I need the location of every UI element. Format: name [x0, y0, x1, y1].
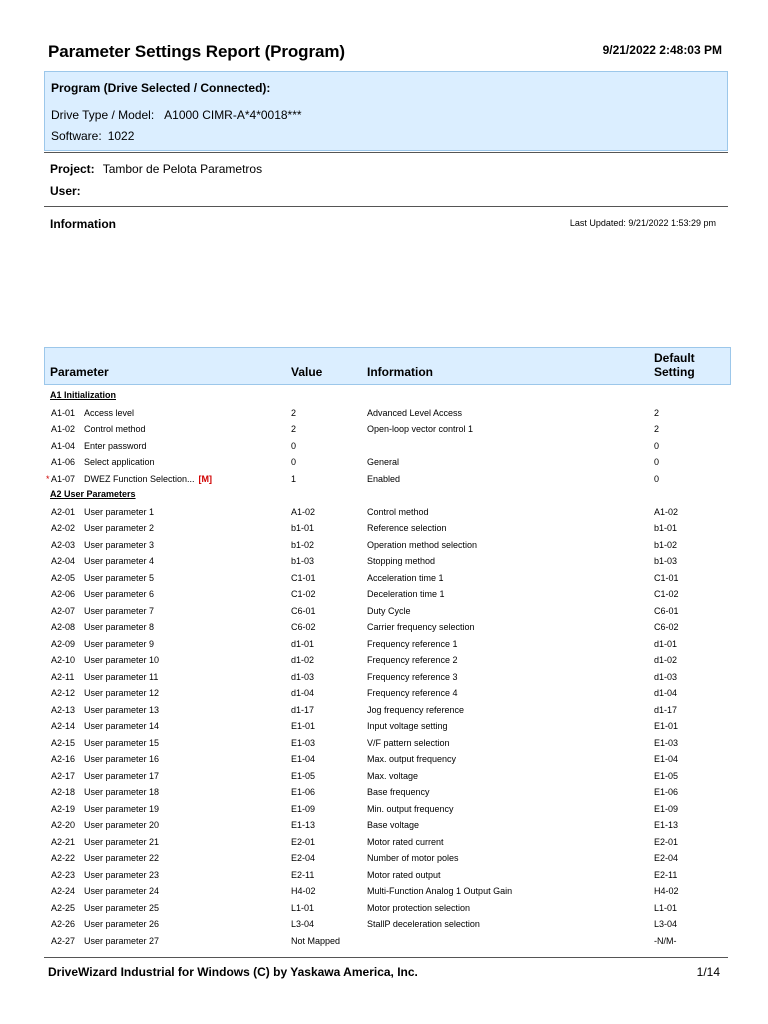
param-information: Base voltage [367, 820, 420, 830]
table-row [0, 787, 768, 803]
param-value: d1-01 [291, 638, 315, 649]
table-row [0, 936, 768, 952]
param-information: Max. output frequency [367, 754, 457, 764]
param-name: User parameter 8 [84, 622, 155, 632]
param-default: -N/M- [654, 935, 677, 946]
param-default: b1-02 [654, 539, 678, 550]
table-row [0, 441, 768, 457]
param-name: User parameter 17 [84, 770, 160, 781]
param-value: L1-01 [291, 902, 315, 913]
table-row [0, 738, 768, 754]
param-code: A2-11 [51, 671, 75, 682]
section-title: A2 User Parameters [50, 489, 136, 499]
param-default: 2 [654, 407, 660, 418]
param-information: Frequency reference 4 [367, 688, 458, 698]
software-label: Software: [51, 129, 102, 143]
param-name: User parameter 12 [84, 688, 160, 698]
table-row [0, 622, 768, 638]
param-code: A2-02 [51, 523, 76, 533]
section-title: A1 Initialization [50, 390, 117, 400]
param-value: E1-03 [291, 737, 316, 748]
page-number: 1/14 [696, 965, 720, 979]
table-row [0, 903, 768, 919]
header-information: Information [367, 365, 433, 379]
param-value: d1-04 [291, 688, 315, 698]
modified-marker: * [46, 473, 50, 484]
param-name: User parameter 22 [84, 853, 160, 863]
param-value: Not Mapped [291, 935, 341, 946]
param-information: Multi-Function Analog 1 Output Gain [367, 886, 513, 896]
param-name: Control method [84, 424, 146, 434]
param-default: H4-02 [654, 886, 679, 896]
parameter-table-header [44, 347, 731, 385]
param-code: A2-06 [51, 589, 76, 599]
param-code: A2-27 [51, 935, 76, 946]
param-information: StallP deceleration selection [367, 919, 480, 929]
param-information: Open-loop vector control 1 [367, 424, 474, 434]
param-default: E1-06 [654, 787, 679, 797]
table-row [0, 424, 768, 440]
param-value: b1-01 [291, 523, 315, 533]
param-code: A2-16 [51, 754, 76, 764]
param-information: Frequency reference 1 [367, 638, 458, 649]
param-default: A1-02 [654, 506, 679, 517]
param-value: A1-02 [291, 506, 316, 517]
param-name: Access level [84, 407, 135, 418]
param-value: 1 [291, 473, 297, 484]
divider [44, 206, 728, 207]
drive-type-value: A1000 CIMR-A*4*0018*** [164, 108, 302, 122]
table-row [0, 606, 768, 622]
param-code: A2-05 [51, 572, 76, 583]
table-row [0, 870, 768, 886]
param-code: A2-19 [51, 803, 76, 814]
param-information: Base frequency [367, 787, 430, 797]
param-information: Motor rated current [367, 836, 444, 847]
param-value: d1-02 [291, 655, 315, 665]
param-value: 0 [291, 457, 297, 467]
param-code: A2-03 [51, 539, 76, 550]
program-info-box [44, 71, 728, 151]
param-value: E1-13 [291, 820, 316, 830]
footer-divider [44, 957, 728, 958]
param-default: C6-02 [654, 622, 679, 632]
param-default: d1-04 [654, 688, 678, 698]
param-information: Deceleration time 1 [367, 589, 445, 599]
table-row [0, 556, 768, 572]
param-value: C1-02 [291, 589, 316, 599]
table-row [0, 507, 768, 523]
param-default: E1-03 [654, 737, 679, 748]
header-default-setting [654, 351, 695, 379]
param-default: 0 [654, 473, 660, 484]
param-default: d1-02 [654, 655, 678, 665]
param-name: User parameter 21 [84, 836, 160, 847]
table-row [0, 523, 768, 539]
param-name: User parameter 4 [84, 556, 155, 566]
param-information: V/F pattern selection [367, 737, 450, 748]
param-default: E2-11 [654, 869, 678, 880]
header-value: Value [291, 365, 323, 379]
param-name [84, 474, 212, 484]
param-name: User parameter 9 [84, 638, 155, 649]
param-value: C1-01 [291, 572, 316, 583]
param-name: User parameter 11 [84, 671, 159, 682]
param-name: Select application [84, 457, 155, 467]
param-value: E2-11 [291, 869, 315, 880]
table-row [0, 540, 768, 556]
param-default: E1-13 [654, 820, 679, 830]
param-name: User parameter 25 [84, 902, 160, 913]
param-name: User parameter 10 [84, 655, 160, 665]
param-name: User parameter 14 [84, 721, 160, 731]
param-name: User parameter 13 [84, 704, 160, 715]
param-name: User parameter 7 [84, 605, 155, 616]
param-value: E2-04 [291, 853, 316, 863]
param-information: Min. output frequency [367, 803, 454, 814]
param-information: Stopping method [367, 556, 436, 566]
param-information: Control method [367, 506, 429, 517]
table-row [0, 573, 768, 589]
param-value: E1-09 [291, 803, 316, 814]
param-default: 2 [654, 424, 660, 434]
param-value: E1-06 [291, 787, 316, 797]
table-row [0, 705, 768, 721]
param-value: d1-03 [291, 671, 315, 682]
report-title: Parameter Settings Report (Program) [48, 42, 345, 61]
param-default: E1-09 [654, 803, 679, 814]
param-default: 0 [654, 457, 660, 467]
param-information: Number of motor poles [367, 853, 459, 863]
param-code: A1-02 [51, 424, 76, 434]
param-name: User parameter 6 [84, 589, 155, 599]
param-default: d1-03 [654, 671, 678, 682]
param-name: User parameter 27 [84, 935, 160, 946]
information-heading: Information [50, 217, 116, 231]
param-value: E1-05 [291, 770, 316, 781]
param-value: E2-01 [291, 836, 316, 847]
param-default: L1-01 [654, 902, 678, 913]
param-code: A1-04 [51, 440, 76, 451]
param-default: L3-04 [654, 919, 678, 929]
header-default-line2: Setting [654, 365, 695, 379]
param-value: 2 [291, 407, 297, 418]
param-information: Max. voltage [367, 770, 419, 781]
param-default: E2-01 [654, 836, 679, 847]
param-information: Duty Cycle [367, 605, 411, 616]
table-row [0, 474, 768, 490]
param-code: A2-01 [51, 506, 76, 517]
table-row [0, 408, 768, 424]
table-row [0, 820, 768, 836]
param-value: H4-02 [291, 886, 316, 896]
param-default: 0 [654, 440, 660, 451]
param-information: Jog frequency reference [367, 704, 465, 715]
param-value: b1-02 [291, 539, 315, 550]
table-row [0, 754, 768, 770]
param-default: E1-05 [654, 770, 679, 781]
param-code: A2-13 [51, 704, 76, 715]
param-information: Carrier frequency selection [367, 622, 475, 632]
param-default: E1-01 [654, 721, 679, 731]
last-updated: Last Updated: 9/21/2022 1:53:29 pm [569, 218, 716, 228]
param-name: User parameter 20 [84, 820, 160, 830]
param-default: b1-01 [654, 523, 678, 533]
table-row [0, 886, 768, 902]
table-row [0, 457, 768, 473]
param-default: E2-04 [654, 853, 679, 863]
param-code: A2-07 [51, 605, 76, 616]
param-value: 2 [291, 424, 297, 434]
param-default: C1-01 [654, 572, 679, 583]
param-information: Acceleration time 1 [367, 572, 444, 583]
program-heading: Program (Drive Selected / Connected): [51, 81, 271, 95]
table-row [0, 837, 768, 853]
table-row [0, 672, 768, 688]
param-code: A2-18 [51, 787, 76, 797]
param-information: Reference selection [367, 523, 447, 533]
param-code: A2-24 [51, 886, 76, 896]
table-row [0, 589, 768, 605]
header-default-line1: Default [654, 351, 695, 365]
param-value: 0 [291, 440, 297, 451]
drive-type-row [51, 108, 302, 122]
param-code: A2-14 [51, 721, 76, 731]
param-default: E1-04 [654, 754, 679, 764]
table-row [0, 639, 768, 655]
param-name: User parameter 24 [84, 886, 160, 896]
param-code: A2-15 [51, 737, 76, 748]
param-information: Advanced Level Access [367, 407, 463, 418]
param-code: A2-09 [51, 638, 76, 649]
param-information: Frequency reference 3 [367, 671, 458, 682]
param-value: C6-01 [291, 605, 316, 616]
param-default: C6-01 [654, 605, 679, 616]
param-code: A2-26 [51, 919, 76, 929]
param-value: d1-17 [291, 704, 315, 715]
param-value: L3-04 [291, 919, 315, 929]
param-value: E1-04 [291, 754, 316, 764]
project-value: Tambor de Pelota Parametros [102, 162, 263, 176]
table-row [0, 853, 768, 869]
param-information: General [367, 457, 400, 467]
param-information: Input voltage setting [367, 721, 448, 731]
header-parameter: Parameter [50, 365, 109, 379]
param-code: A1-06 [51, 457, 76, 467]
modified-flag: [M] [198, 473, 213, 484]
param-name: User parameter 23 [84, 869, 160, 880]
param-default: C1-02 [654, 589, 679, 599]
param-name: User parameter 26 [84, 919, 160, 929]
software-value: 1022 [107, 129, 135, 143]
param-code: A2-25 [51, 902, 76, 913]
param-information: Frequency reference 2 [367, 655, 458, 665]
param-code: A2-08 [51, 622, 76, 632]
param-code: A2-10 [51, 655, 76, 665]
table-row [0, 655, 768, 671]
param-name: User parameter 16 [84, 754, 160, 764]
param-code: A1-01 [51, 407, 76, 418]
param-name: User parameter 1 [84, 506, 155, 517]
table-row [0, 688, 768, 704]
param-code: A2-23 [51, 869, 76, 880]
param-name: Enter password [84, 440, 147, 451]
param-code: A1-07 [51, 473, 76, 484]
divider [44, 152, 728, 153]
param-code: A2-04 [51, 556, 76, 566]
param-code: A2-21 [51, 836, 76, 847]
param-code: A2-17 [51, 770, 76, 781]
param-code: A2-22 [51, 853, 76, 863]
software-row [51, 129, 134, 143]
param-information: Enabled [367, 473, 401, 484]
drive-type-label: Drive Type / Model: [51, 108, 155, 122]
project-row [50, 162, 262, 176]
report-datetime: 9/21/2022 2:48:03 PM [602, 43, 722, 57]
param-value: b1-03 [291, 556, 315, 566]
param-default: b1-03 [654, 556, 678, 566]
footer-copyright: DriveWizard Industrial for Windows (C) by Yaskawa America, Inc. [48, 965, 418, 979]
param-name: User parameter 5 [84, 572, 155, 583]
table-row [0, 771, 768, 787]
param-code: A2-12 [51, 688, 76, 698]
table-row [0, 721, 768, 737]
param-value: E1-01 [291, 721, 316, 731]
table-row [0, 804, 768, 820]
param-default: d1-01 [654, 638, 678, 649]
param-name: User parameter 3 [84, 539, 155, 550]
param-information: Operation method selection [367, 539, 478, 550]
table-row [0, 919, 768, 935]
param-value: C6-02 [291, 622, 316, 632]
param-information: Motor protection selection [367, 902, 471, 913]
param-code: A2-20 [51, 820, 76, 830]
param-name: User parameter 15 [84, 737, 160, 748]
param-name-text: DWEZ Function Selection... [84, 473, 195, 484]
param-information: Motor rated output [367, 869, 441, 880]
param-name: User parameter 2 [84, 523, 155, 533]
param-name: User parameter 19 [84, 803, 160, 814]
user-label: User: [50, 184, 81, 198]
param-default: d1-17 [654, 704, 678, 715]
project-label: Project: [50, 162, 95, 176]
param-name: User parameter 18 [84, 787, 160, 797]
